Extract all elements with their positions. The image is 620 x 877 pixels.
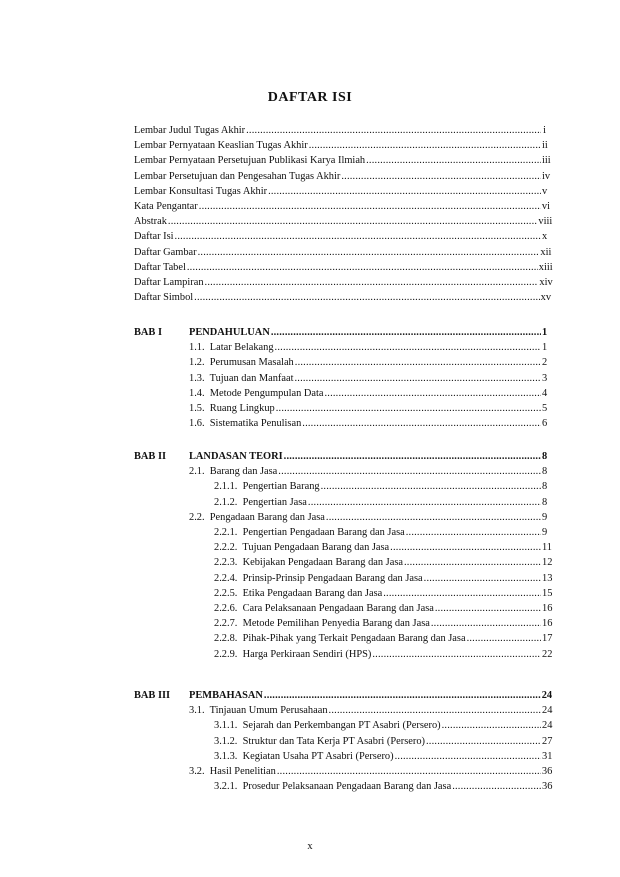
toc-entry-page: 24 — [541, 690, 553, 701]
toc-section-item — [189, 388, 546, 400]
toc-entry-label: 3.2.1. Prosedur Pelaksanaan Pengadaan Barang dan Jasa — [214, 781, 452, 793]
toc-entry-page: 11 — [542, 542, 553, 554]
toc-entry-label: 2.2.3. Kebijakan Pengadaan Barang dan Jasa — [214, 557, 403, 569]
chapter-number: BAB III — [134, 690, 171, 701]
dot-leader — [198, 247, 540, 259]
dot-leader — [277, 766, 541, 778]
toc-front-matter-item — [134, 292, 552, 304]
toc-front-matter-item — [134, 246, 552, 259]
dot-leader — [321, 481, 541, 493]
toc-entry-label: 2.2.4. Prinsip-Prinsip Pengadaan Barang dan Jasa — [214, 572, 423, 584]
toc-entry-label: Abstrak — [134, 216, 167, 228]
toc-entry-page: 22 — [542, 648, 553, 660]
toc-entry-page: 16 — [542, 618, 553, 630]
toc-entry-label: LANDASAN TEORI — [189, 451, 283, 462]
dot-leader — [278, 466, 541, 478]
toc-entry-page: 4 — [542, 387, 548, 399]
toc-entry-page: 3 — [542, 372, 548, 384]
toc-entry-label: 3.2. Hasil Penelitian — [189, 766, 276, 777]
toc-entry-page: xv — [540, 292, 552, 304]
toc-entry-page: 13 — [542, 572, 553, 584]
toc-subsection-item — [214, 781, 553, 793]
toc-entry-page: 24 — [542, 720, 553, 732]
dot-leader — [168, 216, 537, 228]
toc-entry-page: xiv — [539, 277, 553, 288]
toc-entry-page: 8 — [542, 451, 548, 462]
toc-subsection-item — [214, 481, 546, 493]
toc-entry-page: 36 — [542, 781, 553, 793]
toc-entry-page: 31 — [542, 750, 553, 762]
toc-entry-page: 15 — [542, 587, 553, 599]
toc-entry-page: 8 — [542, 496, 548, 508]
toc-entry-label: 2.2.5. Etika Pengadaan Barang dan Jasa — [214, 587, 383, 599]
toc-subsection-item — [214, 735, 553, 748]
dot-leader — [276, 403, 541, 415]
toc-entry-label: 2.2.1. Pengertian Pengadaan Barang dan Jasa — [214, 527, 405, 538]
toc-entry-page: 24 — [542, 705, 553, 717]
dot-leader — [194, 292, 539, 304]
toc-entry-page: 1 — [542, 342, 548, 354]
toc-entry-label: 1.3. Tujuan dan Manfaat — [189, 372, 294, 384]
dot-leader — [246, 125, 541, 137]
toc-subsection-item — [214, 633, 553, 645]
toc-entry-label: 2.2. Pengadaan Barang dan Jasa — [189, 511, 325, 523]
toc-entry-label: Lembar Judul Tugas Akhir — [134, 125, 246, 136]
toc-entry-page: viii — [538, 216, 553, 228]
toc-entry-label: 2.1.1. Pengertian Barang — [214, 481, 320, 493]
dot-leader — [383, 588, 541, 600]
toc-entry-label: Lembar Pernyataan Keaslian Tugas Akhir — [134, 140, 308, 152]
toc-section-item — [189, 512, 546, 524]
dot-leader — [324, 388, 541, 400]
toc-subsection-item — [214, 618, 553, 630]
toc-entry-page: xiii — [538, 261, 553, 273]
toc-section-item — [189, 466, 546, 478]
toc-entry-label: PENDAHULUAN — [189, 327, 270, 338]
toc-entry-page: vi — [541, 201, 550, 212]
dot-leader — [329, 705, 541, 717]
toc-entry-label: 2.1.2. Pengertian Jasa — [214, 496, 307, 508]
toc-section-item — [189, 373, 546, 385]
toc-subsection-item — [214, 542, 553, 554]
toc-front-matter-item — [134, 125, 546, 137]
toc-subsection-item — [214, 527, 546, 539]
toc-entry-label: Daftar Isi — [134, 231, 174, 243]
toc-entry-label: 2.2.2. Tujuan Pengadaan Barang dan Jasa — [214, 542, 390, 554]
toc-entry-page: 27 — [542, 735, 553, 747]
toc-front-matter-item — [134, 186, 546, 198]
toc-subsection-item — [214, 497, 546, 509]
toc-subsection-item — [214, 648, 553, 661]
toc-entry-label: Lembar Pernyataan Persetujuan Publikasi Karya Ilmiah — [134, 155, 366, 167]
toc-entry-label: 2.1. Barang dan Jasa — [189, 466, 278, 478]
dot-leader — [442, 720, 541, 732]
dot-leader — [309, 140, 541, 152]
toc-entry-label: 3.1.2. Struktur dan Tata Kerja PT Asabri (Persero) — [214, 735, 425, 747]
dot-leader — [302, 418, 541, 430]
toc-entry-label: Kata Pengantar — [134, 201, 198, 212]
toc-entry-page: 8 — [542, 466, 548, 478]
toc-entry-label: 1.4. Metode Pengumpulan Data — [189, 387, 324, 399]
toc-entry-label: 1.5. Ruang Lingkup — [189, 403, 275, 414]
toc-entry-page: i — [543, 125, 546, 136]
toc-section-item — [189, 342, 546, 354]
toc-entry-label: 1.2. Perumusan Masalah — [189, 357, 294, 369]
toc-front-matter-item — [134, 277, 553, 289]
toc-entry-page: 9 — [542, 527, 548, 538]
toc-entry-page: iv — [542, 170, 551, 182]
dot-leader — [406, 527, 541, 539]
page-title: DAFTAR ISI — [267, 90, 353, 105]
dot-leader — [284, 451, 541, 463]
toc-front-matter-item — [134, 201, 550, 213]
toc-entry-label: 3.1.3. Kegiatan Usaha PT Asabri (Persero) — [214, 750, 394, 762]
dot-leader — [308, 497, 541, 509]
toc-entry-label: 1.6. Sistematika Penulisan — [189, 418, 302, 430]
chapter-number: BAB I — [134, 327, 163, 338]
toc-entry-page: 17 — [542, 633, 553, 645]
toc-chapter-title — [189, 327, 546, 339]
toc-entry-page: iii — [542, 155, 551, 167]
toc-entry-page: ii — [542, 140, 548, 152]
dot-leader — [326, 512, 541, 524]
dot-leader — [271, 327, 541, 339]
toc-section-item — [189, 403, 546, 415]
toc-entry-label: 3.1.1. Sejarah dan Perkembangan PT Asabri (Persero) — [214, 720, 441, 732]
dot-leader — [275, 342, 541, 354]
page-number: x — [307, 841, 313, 852]
toc-entry-page: 12 — [542, 557, 553, 569]
toc-entry-label: Daftar Tabel — [134, 261, 186, 273]
toc-subsection-item — [214, 720, 553, 732]
toc-entry-label: Lembar Konsultasi Tugas Akhir — [134, 185, 268, 197]
toc-section-item — [189, 418, 546, 430]
toc-entry-label: Daftar Lampiran — [134, 277, 204, 288]
toc-entry-label: 2.2.7. Metode Pemilihan Penyedia Barang dan Jasa — [214, 618, 430, 630]
toc-entry-page: 1 — [542, 327, 548, 338]
dot-leader — [431, 618, 541, 630]
toc-chapter-title — [189, 690, 553, 702]
toc-entry-label: 2.2.9. Harga Perkiraan Sendiri (HPS) — [214, 648, 372, 660]
chapter-number: BAB II — [134, 451, 167, 462]
toc-entry-label: PEMBAHASAN — [189, 690, 263, 701]
dot-leader — [295, 357, 541, 369]
toc-entry-page: xii — [540, 246, 552, 258]
dot-leader — [341, 171, 541, 183]
toc-entry-page: 9 — [542, 511, 548, 523]
toc-front-matter-item — [134, 261, 553, 274]
dot-leader — [467, 633, 541, 645]
toc-entry-label: 2.2.6. Cara Pelaksanaan Pengadaan Barang dan Jasa — [214, 603, 434, 614]
toc-entry-label: 3.1. Tinjauan Umum Perusahaan — [189, 705, 328, 717]
toc-subsection-item — [214, 750, 553, 763]
toc-entry-page: x — [542, 231, 548, 243]
dot-leader — [205, 277, 539, 289]
toc-entry-page: 6 — [542, 418, 548, 430]
toc-front-matter-item — [134, 140, 546, 152]
toc-chapter-title — [189, 451, 546, 463]
toc-section-item — [189, 357, 546, 369]
dot-leader — [199, 201, 541, 213]
toc-section-item — [189, 705, 553, 717]
toc-subsection-item — [214, 603, 553, 615]
dot-leader — [175, 231, 541, 243]
toc-entry-label: Daftar Gambar — [134, 246, 197, 258]
toc-entry-page: 5 — [542, 403, 548, 414]
toc-front-matter-item — [134, 155, 551, 167]
toc-section-item — [189, 766, 553, 778]
toc-front-matter-item — [134, 170, 551, 183]
dot-leader — [404, 557, 541, 569]
dot-leader — [395, 751, 541, 763]
dot-leader — [426, 736, 541, 748]
dot-leader — [187, 262, 538, 274]
toc-entry-page: 36 — [541, 766, 553, 777]
dot-leader — [264, 690, 541, 702]
dot-leader — [366, 155, 541, 167]
toc-subsection-item — [214, 557, 553, 569]
toc-front-matter-item — [134, 216, 553, 228]
toc-entry-page: 16 — [542, 603, 553, 614]
toc-entry-label: 1.1. Latar Belakang — [189, 342, 274, 354]
dot-leader — [294, 373, 541, 385]
dot-leader — [435, 603, 541, 615]
dot-leader — [372, 649, 541, 661]
toc-entry-page: v — [542, 185, 548, 197]
dot-leader — [268, 186, 541, 198]
dot-leader — [424, 573, 541, 585]
toc-entry-label: Lembar Persetujuan dan Pengesahan Tugas Akhir — [134, 170, 341, 182]
toc-entry-label: Daftar Simbol — [134, 292, 194, 304]
dot-leader — [452, 781, 541, 793]
toc-entry-label: 2.2.8. Pihak-Pihak yang Terkait Pengadaan Barang dan Jasa — [214, 633, 466, 645]
toc-entry-page: 8 — [542, 481, 548, 493]
toc-subsection-item — [214, 572, 553, 585]
toc-subsection-item — [214, 587, 553, 600]
toc-entry-page: 2 — [542, 357, 548, 369]
dot-leader — [390, 542, 541, 554]
toc-front-matter-item — [134, 231, 546, 243]
